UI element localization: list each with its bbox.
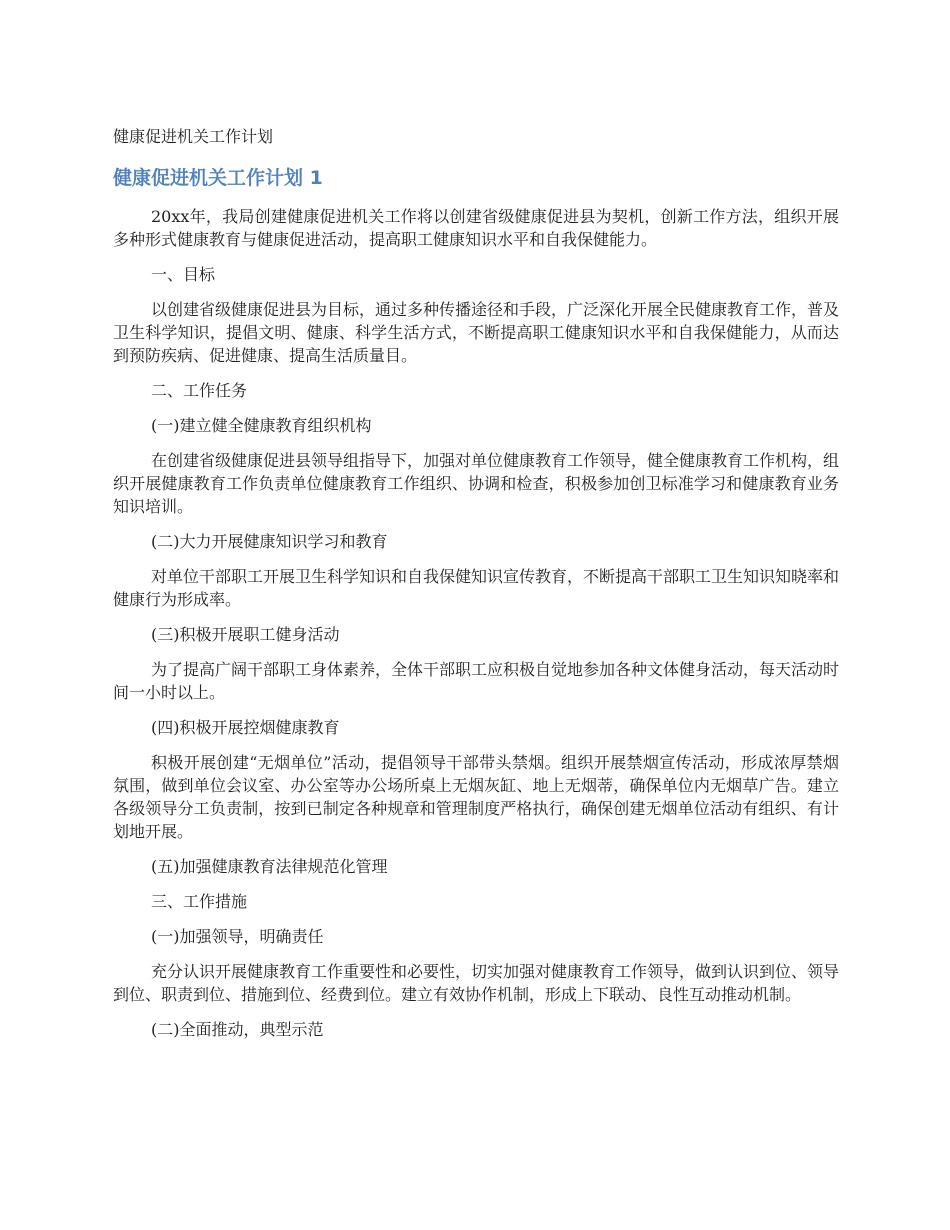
measure-heading-1: (一)加强领导，明确责任 xyxy=(151,927,324,946)
section-title-measures: 三、工作措施 xyxy=(151,892,248,911)
task-heading-4: (四)积极开展控烟健康教育 xyxy=(151,718,340,737)
task-heading-5: (五)加强健康教育法律规范化管理 xyxy=(151,857,388,876)
document-body xyxy=(113,205,839,1053)
task-paragraph-1: 在创建省级健康促进县领导组指导下，加强对单位健康教育工作领导，健全健康教育工作机构，组织开展健康教育工作负责单位健康教育工作组织、协调和检查，积极参加创卫标准学习和健康教育业务知识培训。 xyxy=(113,451,840,516)
task-paragraph-4: 积极开展创建“无烟单位”活动，提倡领导干部带头禁烟。组织开展禁烟宣传活动，形成浓厚禁烟氛围，做到单位会议室、办公室等办公场所桌上无烟灰缸、地上无烟蒂，确保单位内无烟草广告。建立各级领导分工负责制，按到已制定各种规章和管理制度严格执行，确保创建无烟单位活动有组织、有计划地开展。 xyxy=(113,753,839,841)
document-title: 健康促进机关工作计划 xyxy=(113,127,274,146)
section-title-tasks: 二、工作任务 xyxy=(151,381,248,400)
measure-heading-2: (二)全面推动，典型示范 xyxy=(151,1020,324,1039)
measure-paragraph-1: 充分认识开展健康教育工作重要性和必要性，切实加强对健康教育工作领导，做到认识到位、领导到位、职责到位、措施到位、经费到位。建立有效协作机制，形成上下联动、良性互动推动机制。 xyxy=(113,962,840,1004)
section-heading: 健康促进机关工作计划 1 xyxy=(113,167,323,189)
goal-paragraph: 以创建省级健康促进县为目标，通过多种传播途径和手段，广泛深化开展全民健康教育工作，普及卫生科学知识，提倡文明、健康、科学生活方式，不断提高职工健康知识水平和自我保健能力，从而达到预防疾病、促进健康、提高生活质量目。 xyxy=(113,300,840,365)
task-heading-1: (一)建立健全健康教育组织机构 xyxy=(151,416,372,435)
intro-paragraph: 20xx年，我局创建健康促进机关工作将以创建省级健康促进县为契机，创新工作方法，组织开展多种形式健康教育与健康促进活动，提高职工健康知识水平和自我保健能力。 xyxy=(113,207,839,249)
section-title-goal: 一、目标 xyxy=(151,265,216,284)
task-heading-2: (二)大力开展健康知识学习和教育 xyxy=(151,532,388,551)
task-heading-3: (三)积极开展职工健身活动 xyxy=(151,625,340,644)
task-paragraph-3: 为了提高广阔干部职工身体素养，全体干部职工应积极自觉地参加各种文体健身活动，每天活动时间一小时以上。 xyxy=(113,660,840,702)
task-paragraph-2: 对单位干部职工开展卫生科学知识和自我保健知识宣传教育，不断提高干部职工卫生知识知晓率和健康行为形成率。 xyxy=(113,567,840,609)
